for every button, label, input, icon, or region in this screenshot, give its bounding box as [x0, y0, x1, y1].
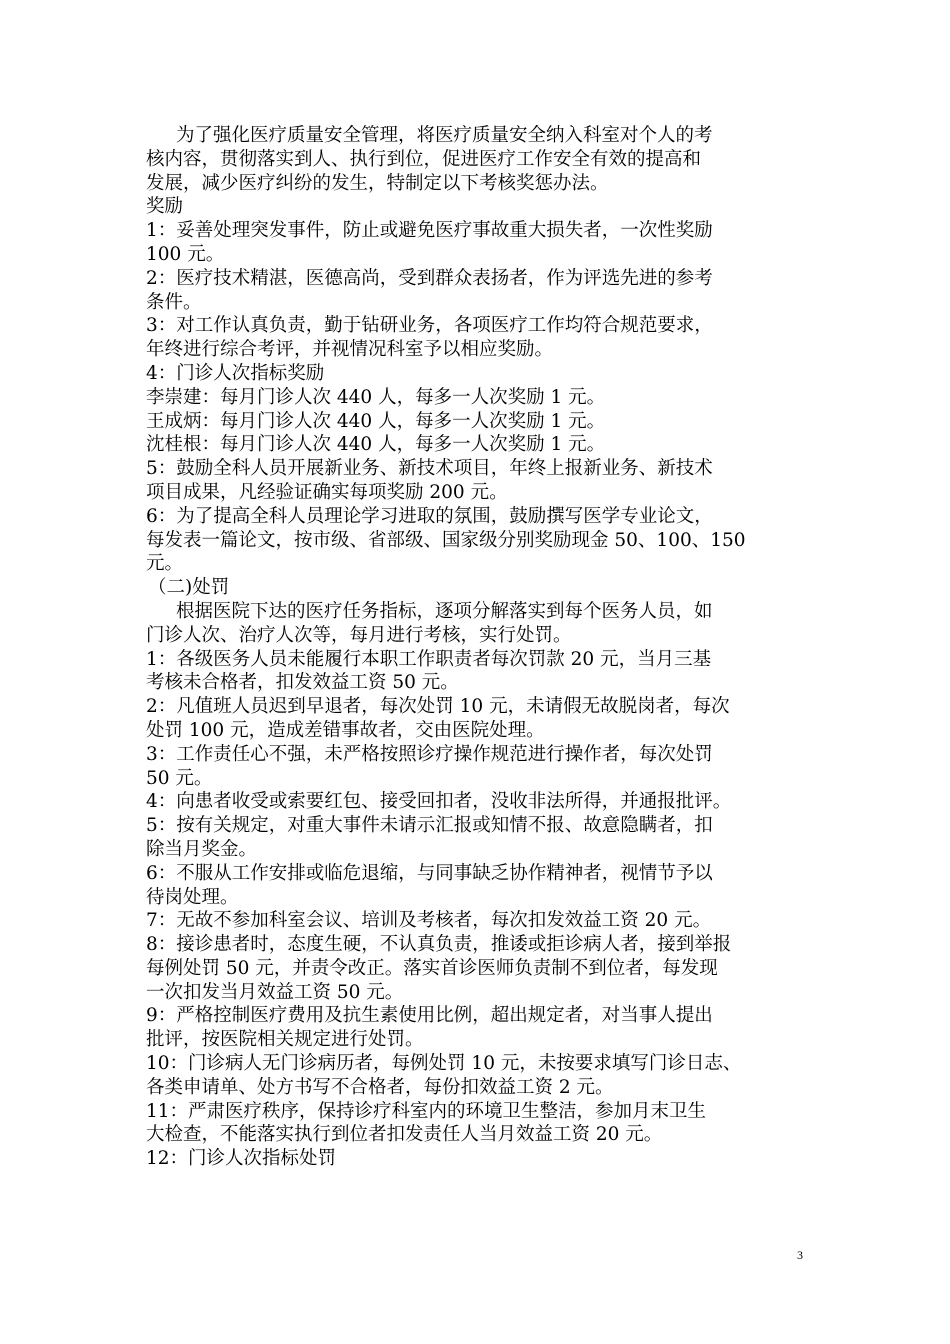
- reward-doctor-2: 王成炳：每月门诊人次 440 人，每多一人次奖励 1 元。: [146, 410, 606, 432]
- reward-item-5: 5：鼓励全科人员开展新业务、新技术项目，年终上报新业务、新技术: [146, 458, 713, 480]
- penalty-item-10-cont: 各类申请单、处方书写不合格者，每份扣效益工资 2 元。: [146, 1076, 614, 1098]
- reward-item-2: 2：医疗技术精湛，医德高尚，受到群众表扬者，作为评选先进的参考: [146, 267, 713, 289]
- penalty-item-2-cont: 处罚 100 元，造成差错事故者，交由医院处理。: [146, 719, 545, 741]
- reward-item-1-cont: 100 元。: [146, 243, 225, 265]
- intro-line-2: 核内容，贯彻落实到人、执行到位，促进医疗工作安全有效的提高和: [146, 148, 702, 170]
- reward-item-1: 1：妥善处理突发事件，防止或避免医疗事故重大损失者，一次性奖励: [146, 220, 713, 242]
- penalty-item-6: 6：不服从工作安排或临危退缩，与同事缺乏协作精神者，视情节予以: [146, 862, 713, 884]
- intro-line-1: 为了强化医疗质量安全管理，将医疗质量安全纳入科室对个人的考: [176, 125, 713, 146]
- penalty-item-11: 11：严肃医疗秩序，保持诊疗科室内的环境卫生整洁，参加月末卫生: [146, 1100, 707, 1122]
- reward-item-2-cont: 条件。: [146, 291, 202, 313]
- penalty-item-2: 2：凡值班人员迟到早退者，每次处罚 10 元，未请假无故脱岗者，每次: [146, 696, 730, 718]
- reward-doctor-1: 李崇建：每月门诊人次 440 人，每多一人次奖励 1 元。: [146, 386, 606, 408]
- penalty-item-1: 1：各级医务人员未能履行本职工作职责者每次罚款 20 元，当月三基: [146, 648, 712, 670]
- reward-item-6-cont: 每发表一篇论文，按市级、省部级、国家级分别奖励现金 50、100、150: [146, 529, 746, 551]
- section-heading-penalty: （二)处罚: [148, 577, 230, 599]
- penalty-intro-1: 根据医院下达的医疗任务指标，逐项分解落实到每个医务人员，如: [176, 600, 713, 622]
- penalty-item-11-cont: 大检查，不能落实执行到位者扣发责任人当月效益工资 20 元。: [146, 1124, 663, 1146]
- penalty-item-8-end: 一次扣发当月效益工资 50 元。: [146, 981, 404, 1003]
- penalty-item-9: 9：严格控制医疗费用及抗生素使用比例，超出规定者，对当事人提出: [146, 1005, 713, 1027]
- penalty-item-9-cont: 批评，按医院相关规定进行处罚。: [146, 1029, 424, 1051]
- penalty-item-8-cont: 每例处罚 50 元，并责令改正。落实首诊医师负责制不到位者，每发现: [146, 957, 718, 979]
- reward-item-6-end: 元。: [146, 553, 184, 575]
- reward-item-6: 6：为了提高全科人员理论学习进取的氛围，鼓励撰写医学专业论文，: [146, 505, 713, 527]
- intro-line-3: 发展，减少医疗纠纷的发生，特制定以下考核奖惩办法。: [146, 172, 609, 194]
- document-body: [146, 124, 810, 1171]
- penalty-item-10: 10：门诊病人无门诊病历者，每例处罚 10 元，未按要求填写门诊日志、: [146, 1053, 742, 1075]
- penalty-intro-2: 门诊人次、治疗人次等，每月进行考核，实行处罚。: [146, 624, 572, 646]
- reward-item-3-cont: 年终进行综合考评，并视情况科室予以相应奖励。: [146, 339, 554, 361]
- page-number: 3: [797, 1248, 803, 1262]
- penalty-item-5: 5：按有关规定，对重大事件未请示汇报或知情不报、故意隐瞒者，扣: [146, 815, 713, 837]
- reward-item-3: 3：对工作认真负责，勤于钻研业务，各项医疗工作均符合规范要求，: [146, 315, 713, 337]
- penalty-item-3: 3：工作责任心不强，未严格按照诊疗操作规范进行操作者，每次处罚: [146, 743, 713, 765]
- reward-item-4: 4：门诊人次指标奖励: [146, 362, 325, 384]
- penalty-item-5-cont: 除当月奖金。: [146, 838, 258, 860]
- penalty-item-6-cont: 待岗处理。: [146, 886, 239, 908]
- penalty-item-4: 4：向患者收受或索要红包、接受回扣者，没收非法所得，并通报批评。: [146, 791, 732, 813]
- penalty-item-3-cont: 50 元。: [146, 767, 213, 789]
- penalty-item-8: 8：接诊患者时，态度生硬，不认真负责，推诿或拒诊病人者，接到举报: [146, 934, 732, 956]
- reward-doctor-3: 沈桂根：每月门诊人次 440 人，每多一人次奖励 1 元。: [146, 434, 606, 456]
- section-heading-reward: 奖励: [146, 196, 184, 218]
- penalty-item-12: 12：门诊人次指标处罚: [146, 1148, 337, 1170]
- reward-item-5-cont: 项目成果，凡经验证确实每项奖励 200 元。: [146, 481, 508, 503]
- penalty-item-7: 7：无故不参加科室会议、培训及考核者，每次扣发效益工资 20 元。: [146, 910, 712, 932]
- penalty-item-1-cont: 考核未合格者，扣发效益工资 50 元。: [146, 672, 459, 694]
